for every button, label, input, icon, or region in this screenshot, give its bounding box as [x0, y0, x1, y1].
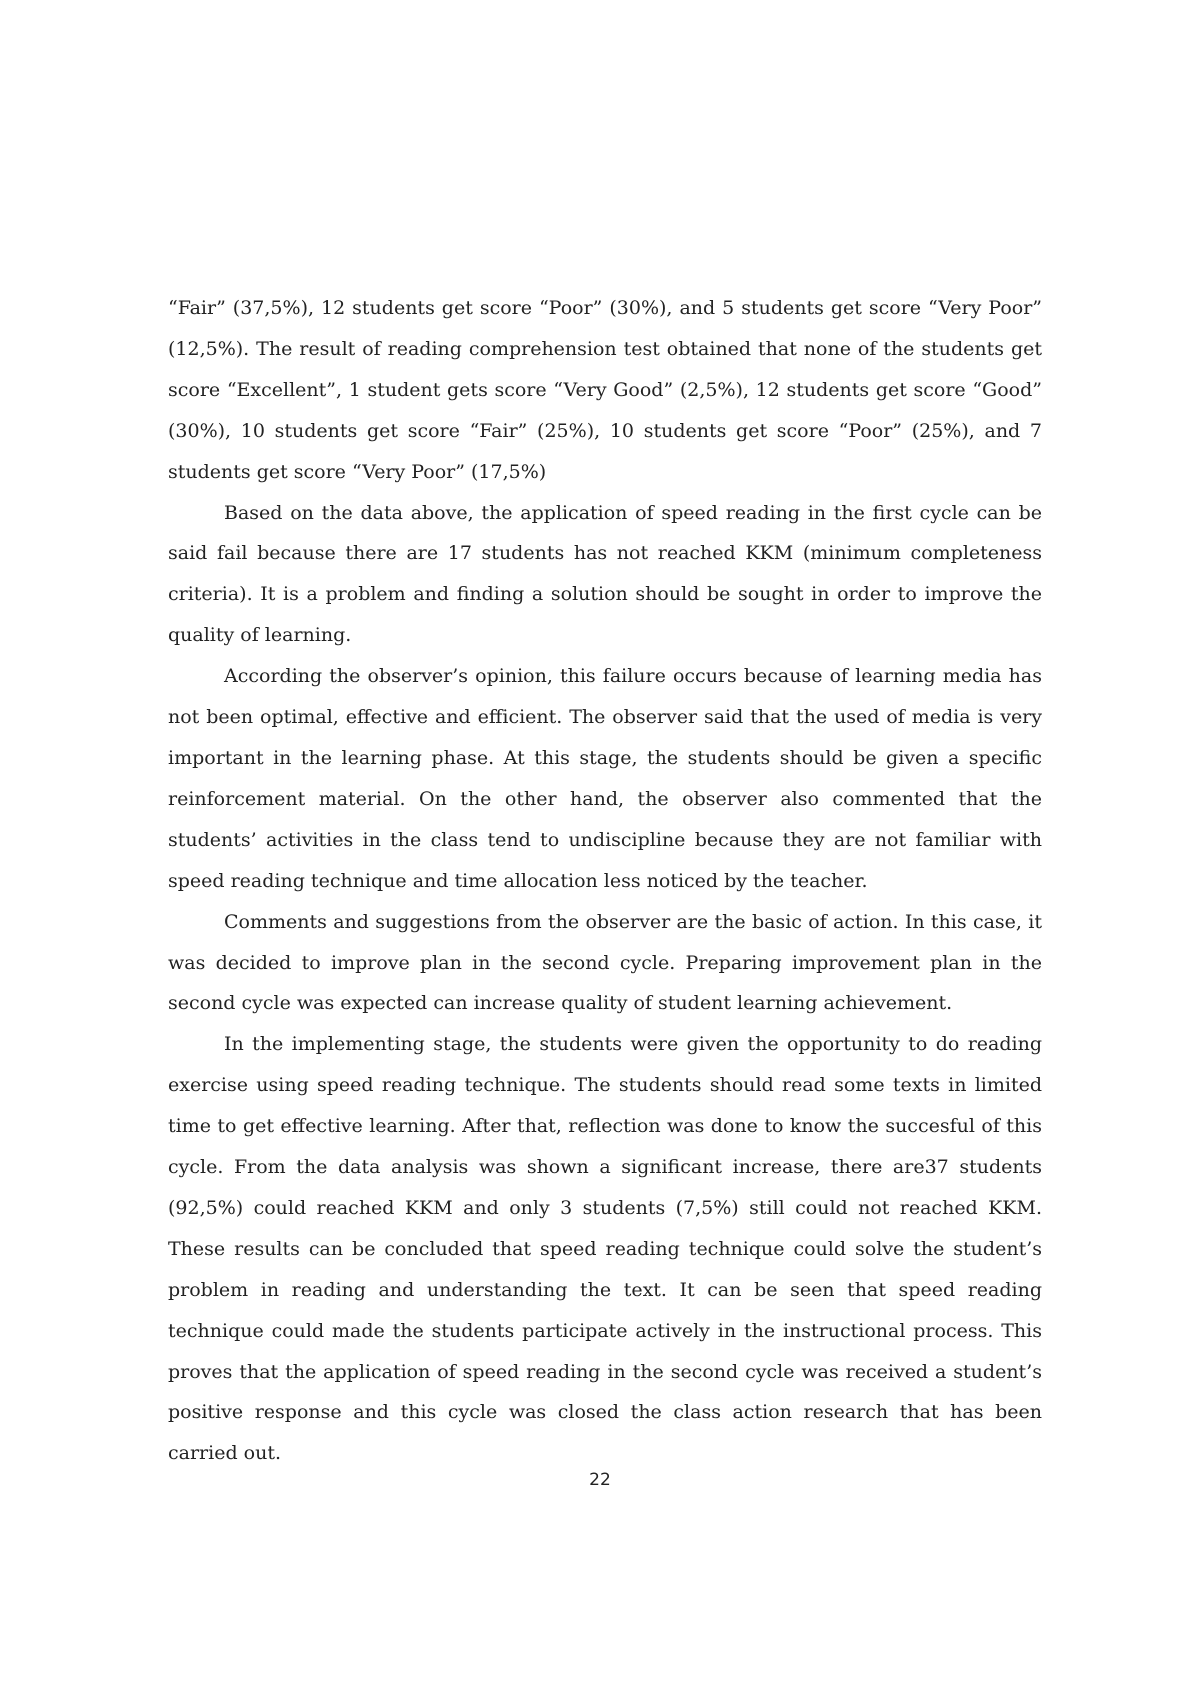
paragraph: According the observer’s opinion, this failure occurs because of learning media has not been optimal, effective and efficient. The observer said that the used of media is very important in the learning phase. At this stage, the students should be given a specific reinforcement material. On the other hand, the observer also commented that the students’ activities in the class tend to undiscipline because they are not familiar with speed reading technique and time allocation less noticed by the teacher.	[168, 665, 1042, 892]
paragraph: In the implementing stage, the students were given the opportunity to do reading exercise using speed reading technique. The students should read some texts in limited time to get effective learning. After that, reflection was done to know the succesful of this cycle. From the data analysis was shown a significant increase, there are37 students (92,5%) could reached KKM and only 3 students (7,5%) still could not reached KKM. These results can be concluded that speed reading technique could solve the student’s problem in reading and understanding the text. It can be seen that speed reading technique could made the students participate actively in the instructional process. This proves that the application of speed reading in the second cycle was received a student’s positive response and this cycle was closed the class action research that has been carried out.	[168, 1033, 1042, 1465]
paragraph-continued: “Fair” (37,5%), 12 students get score “Poor” (30%), and 5 students get score “Very Poor” (12,5%). The result of reading comprehension test obtained that none of the students get score “Excellent”, 1 student gets score “Very Good” (2,5%), 12 students get score “Good” (30%), 10 students get score “Fair” (25%), 10 students get score “Poor” (25%), and 7 students get score “Very Poor” (17,5%)	[168, 297, 1042, 483]
paragraph: Comments and suggestions from the observer are the basic of action. In this case, it was decided to improve plan in the second cycle. Preparing improvement plan in the second cycle was expected can increase quality of student learning achievement.	[168, 910, 1042, 1015]
page-number: 22	[589, 1470, 611, 1490]
body-text	[168, 288, 1042, 1474]
paragraph: Based on the data above, the application of speed reading in the first cycle can be said fail because there are 17 students has not reached KKM (minimum completeness criteria). It is a problem and finding a solution should be sought in order to improve the quality of learning.	[168, 501, 1042, 647]
